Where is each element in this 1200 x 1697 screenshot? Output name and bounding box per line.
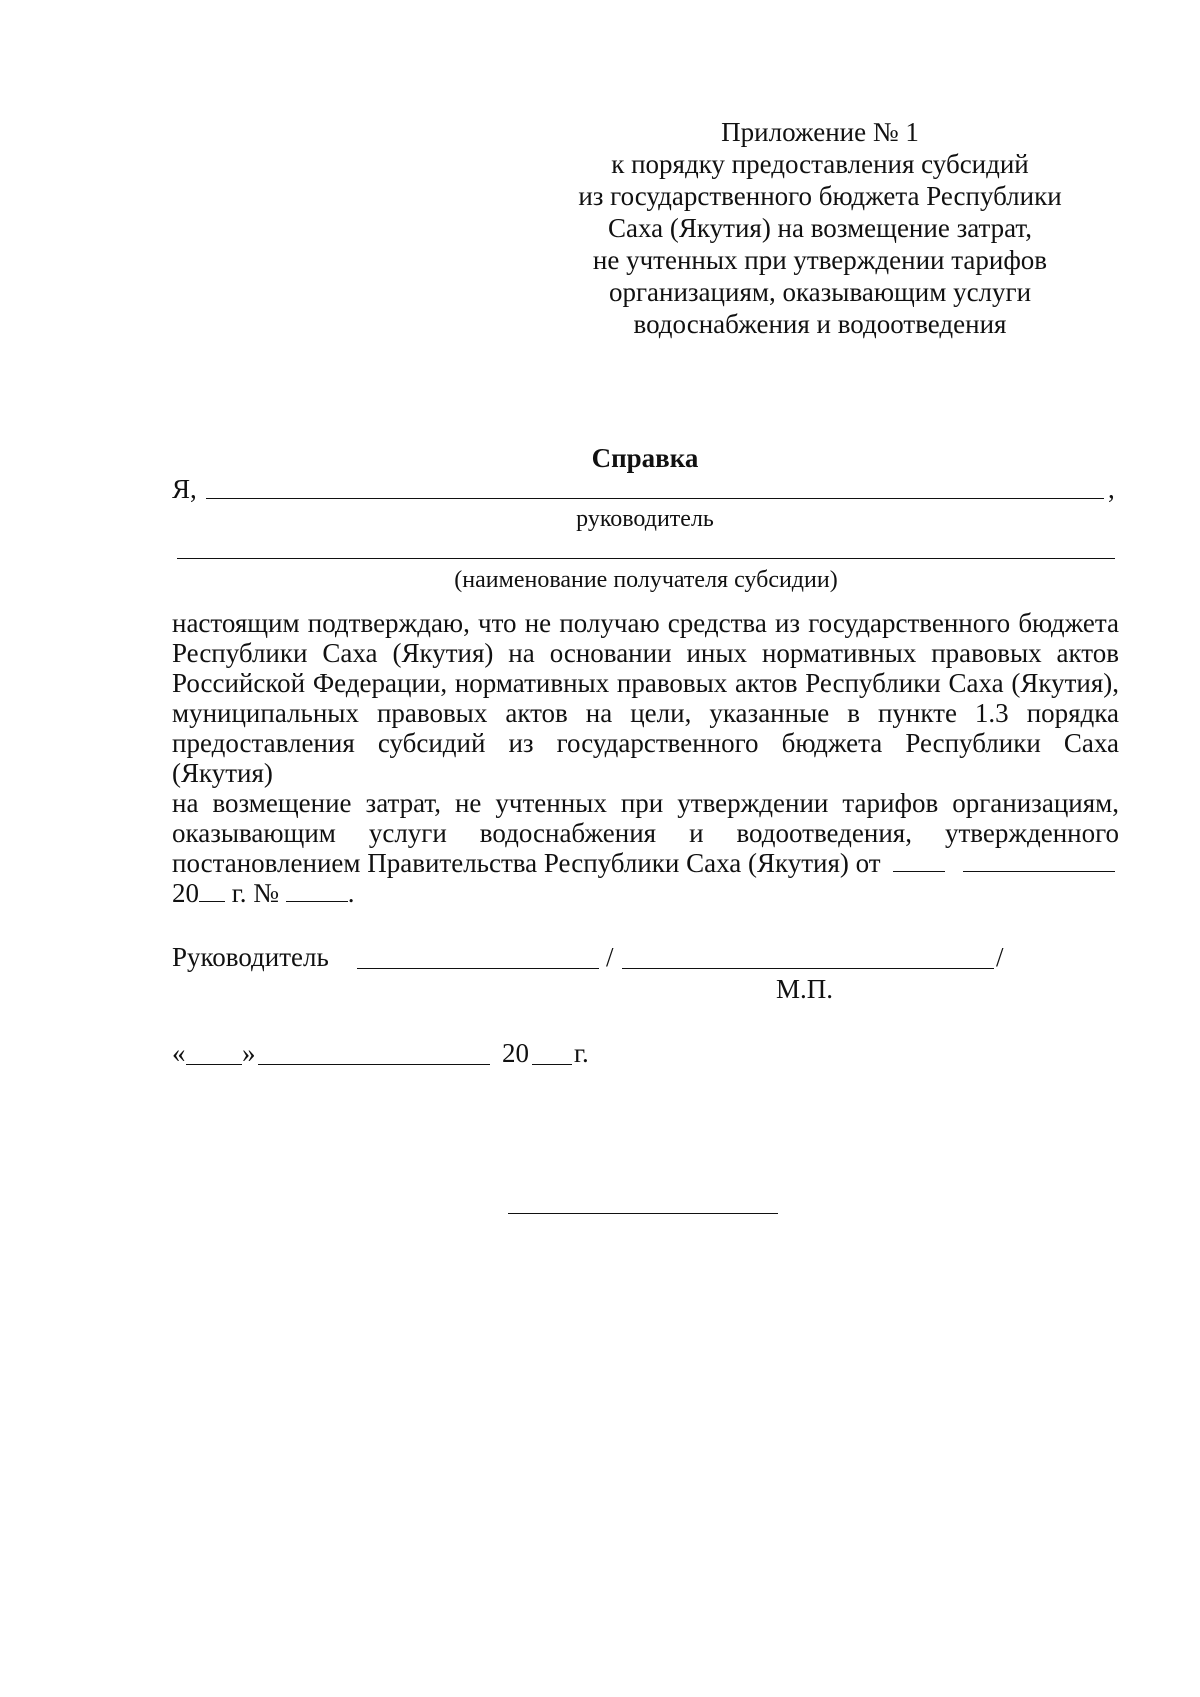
- signature-label: Руководитель: [172, 942, 329, 972]
- recipient-name-blank[interactable]: [177, 558, 1115, 559]
- closing-separator-line: [508, 1213, 778, 1214]
- document-title: Справка: [591, 443, 699, 473]
- year-suffix: г. №: [225, 878, 280, 908]
- appendix-line: организациям, оказывающим услуги: [608, 277, 1032, 307]
- date-year-suffix: г.: [574, 1038, 589, 1068]
- date-close-quote: »: [242, 1038, 256, 1068]
- stamp-label: М.П.: [776, 974, 834, 1004]
- year-prefix: 20: [172, 878, 199, 908]
- date-day-blank[interactable]: [186, 1064, 242, 1065]
- body-line-decree: [172, 848, 1119, 878]
- signature-decoding-blank[interactable]: [622, 968, 994, 969]
- head-name-blank[interactable]: [206, 498, 1104, 499]
- appendix-line: к порядку предоставления субсидий: [611, 149, 1029, 179]
- body-end: .: [347, 878, 355, 908]
- body-paragraph: [172, 608, 1119, 908]
- appendix-line: из государственного бюджета Республики: [578, 181, 1062, 211]
- date-open-quote: «: [172, 1038, 186, 1068]
- appendix-line: не учтенных при утверждении тарифов: [592, 245, 1048, 275]
- body-line-year: [172, 878, 1119, 908]
- body-line: настоящим подтверждаю, что не получаю средства из государственного бюджета: [172, 608, 1119, 638]
- date-year-blank[interactable]: [532, 1064, 572, 1065]
- appendix-header: [540, 116, 1100, 340]
- body-line: Российской Федерации, нормативных правовых актов Республики Саха (Якутия),: [172, 668, 1119, 698]
- date-month-blank[interactable]: [258, 1064, 490, 1065]
- body-line: муниципальных правовых актов на цели, указанные в пункте 1.3 порядка: [172, 698, 1119, 728]
- signature-blank[interactable]: [357, 968, 599, 969]
- body-line: предоставления субсидий из государственного бюджета Республики Саха (Якутия): [172, 728, 1119, 788]
- signature-slash-close: /: [996, 942, 1004, 972]
- signature-slash-open: /: [606, 942, 614, 972]
- comma: ,: [1108, 474, 1115, 504]
- appendix-line: Приложение № 1: [721, 117, 919, 147]
- body-line: Республики Саха (Якутия) на основании иных нормативных правовых актов: [172, 638, 1119, 668]
- appendix-line: водоснабжения и водоотведения: [633, 309, 1007, 339]
- decree-day-blank[interactable]: [893, 849, 945, 872]
- appendix-line: Саха (Якутия) на возмещение затрат,: [608, 213, 1032, 243]
- body-line: постановлением Правительства Республики Саха (Якутия) от: [172, 848, 881, 878]
- decree-month-blank[interactable]: [963, 849, 1115, 872]
- i-label: Я,: [172, 474, 197, 504]
- decree-number-blank[interactable]: [286, 879, 348, 902]
- date-year-prefix: 20: [502, 1038, 529, 1068]
- body-line: оказывающим услуги водоснабжения и водоотведения, утвержденного: [172, 818, 1119, 848]
- recipient-caption: (наименование получателя субсидии): [454, 567, 838, 593]
- body-line: на возмещение затрат, не учтенных при утверждении тарифов организациям,: [172, 788, 1119, 818]
- head-caption: руководитель: [576, 506, 714, 532]
- decree-year-blank[interactable]: [199, 879, 225, 902]
